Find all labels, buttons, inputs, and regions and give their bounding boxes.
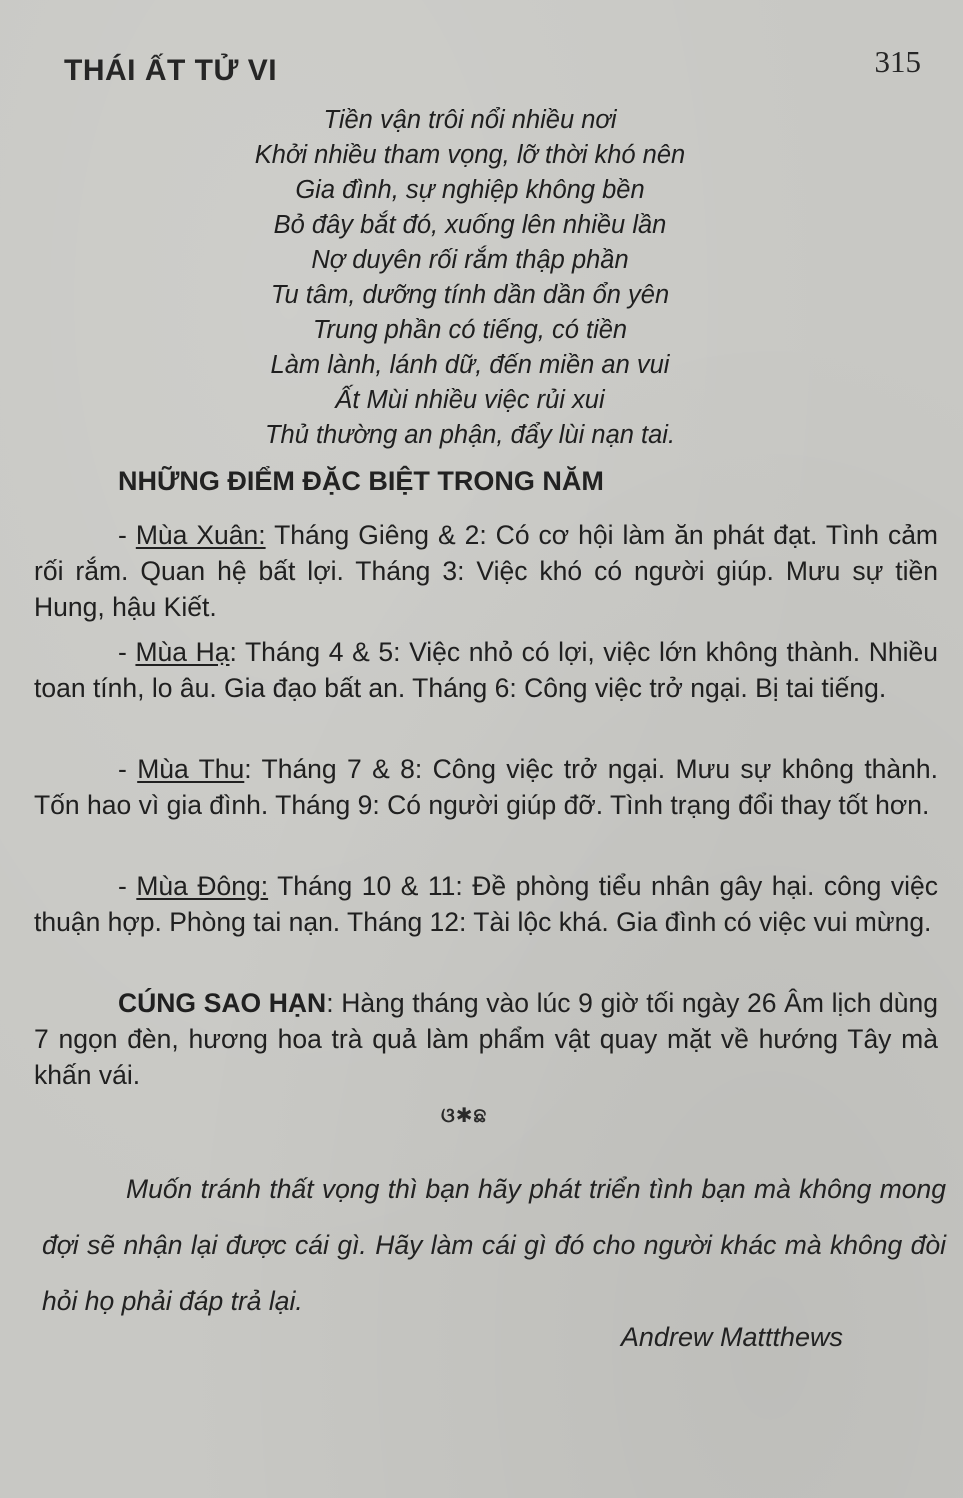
poem-line: Nợ duyên rối rắm thập phần — [311, 246, 629, 274]
running-title: THÁI ẤT TỬ VI — [64, 54, 278, 87]
season-paragraph-summer — [34, 634, 938, 706]
season-label: Mùa Hạ — [135, 637, 230, 667]
poem-line: Bỏ đây bắt đó, xuống lên nhiều lần — [273, 211, 667, 239]
season-dash: - — [118, 520, 136, 550]
section-heading: NHỮNG ĐIỂM ĐẶC BIỆT TRONG NĂM — [118, 466, 604, 496]
poem-line: Ất Mùi nhiều việc rủi xui — [335, 386, 605, 414]
quote-block — [42, 1161, 946, 1329]
season-text: Tháng Giêng & 2: Có cơ hội làm ăn phát đạt. Tình cảm rối rắm. Quan hệ bất lợi. Tháng 3: Việc khó có người giúp. Mưu sự tiền Hung, hậu Kiết. — [34, 520, 939, 622]
page-number: 315 — [874, 44, 921, 79]
poem-line: Trung phần có tiếng, có tiền — [312, 316, 628, 344]
quote-text: Muốn tránh thất vọng thì bạn hãy phát triển tình bạn mà không mong đợi sẽ nhận lại được cái gì. Hãy làm cái gì đó cho người khác mà không đòi hỏi họ phải đáp trả lại. — [42, 1174, 946, 1316]
poem-line: Thủ thường an phận, đẩy lùi nạn tai. — [264, 421, 676, 449]
season-dash: - — [118, 871, 137, 901]
ornament-divider: ଓ✱ଛ — [441, 1103, 488, 1127]
season-label: Mùa Đông: — [136, 871, 269, 901]
offering-paragraph — [34, 985, 938, 1093]
season-dash: - — [118, 637, 136, 667]
season-paragraph-spring — [34, 517, 938, 625]
season-label: Mùa Thu — [137, 754, 245, 784]
offering-text: : Hàng tháng vào lúc 9 giờ tối ngày 26 Âm lịch dùng 7 ngọn đèn, hương hoa trà quả làm phẩm vật quay mặt về hướng Tây mà khấn vái. — [34, 988, 938, 1090]
season-text: Tháng 10 & 11: Đề phòng tiểu nhân gây hại. công việc thuận hợp. Phòng tai nạn. Tháng 12: Tài lộc khá. Gia đình có việc vui mừng. — [34, 871, 938, 937]
season-text: : Tháng 4 & 5: Việc nhỏ có lợi, việc lớn không thành. Nhiều toan tính, lo âu. Gia đạo bất an. Tháng 6: Công việc trở ngại. Bị tai tiếng. — [34, 637, 938, 703]
poem-line: Gia đình, sự nghiệp không bền — [295, 176, 645, 204]
season-paragraph-autumn — [34, 751, 938, 823]
season-label: Mùa Xuân: — [135, 520, 266, 550]
poem-line: Tiền vận trôi nổi nhiều nơi — [323, 106, 617, 134]
poem-line: Làm lành, lánh dữ, đến miền an vui — [270, 351, 670, 379]
offering-lead: CÚNG SAO HẠN — [118, 988, 327, 1018]
poem-line: Khởi nhiều tham vọng, lỡ thời khó nên — [254, 141, 686, 169]
season-text: : Tháng 7 & 8: Công việc trở ngại. Mưu sự không thành. Tốn hao vì gia đình. Tháng 9: Có người giúp đỡ. Tình trạng đổi thay tốt hơn. — [34, 754, 938, 820]
season-paragraph-winter — [34, 868, 938, 940]
season-dash: - — [118, 754, 138, 784]
quote-author: Andrew Mattthews — [620, 1322, 843, 1352]
poem-line: Tu tâm, dưỡng tính dần dần ổn yên — [270, 281, 670, 309]
poem — [190, 103, 750, 453]
